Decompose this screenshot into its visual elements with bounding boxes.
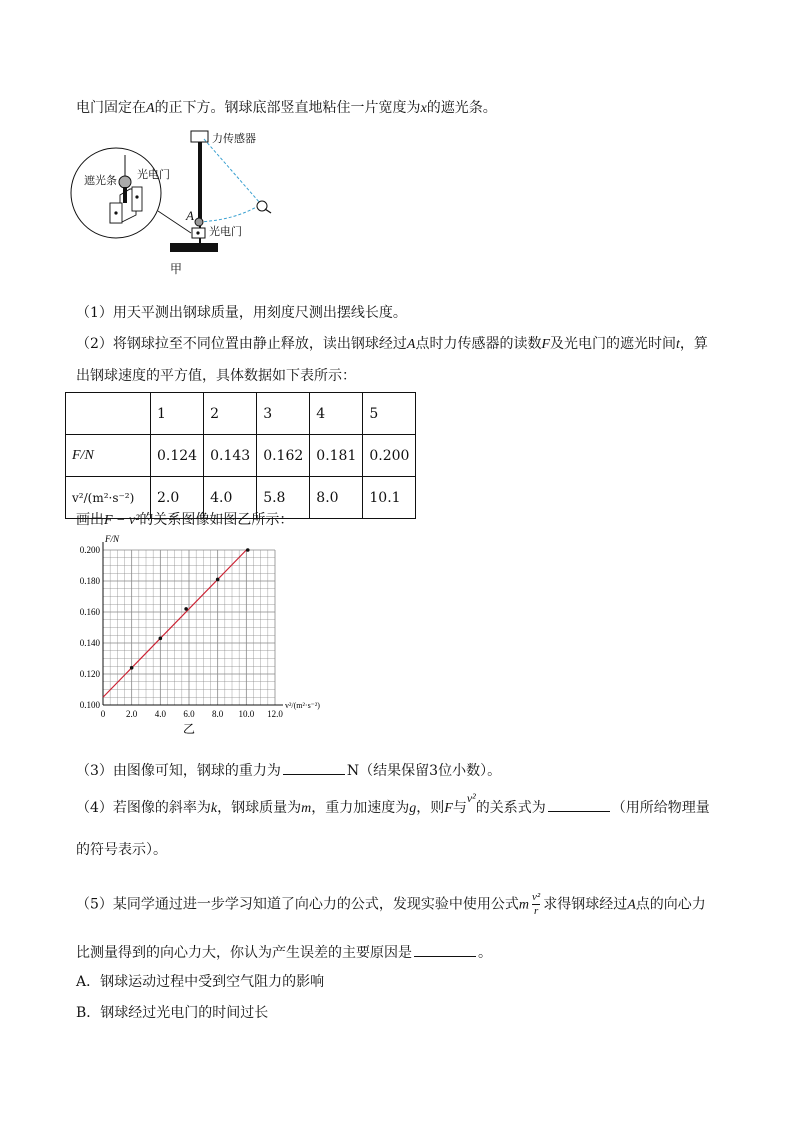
question-text: ，则 xyxy=(416,800,445,816)
question-5-continued xyxy=(76,942,492,963)
question-3 xyxy=(76,760,501,781)
step-2 xyxy=(76,334,708,355)
answer-blank[interactable] xyxy=(548,797,610,812)
y-tick-label: 0.120 xyxy=(79,669,100,679)
question-text: 的关系式为 xyxy=(475,800,546,816)
graph-intro-text: 的关系图像如图乙所示： xyxy=(139,512,294,528)
x-tick-label: 12.0 xyxy=(267,709,283,719)
fraction-denominator: r xyxy=(533,905,539,917)
swing-rope xyxy=(204,139,260,203)
table-cell: 4 xyxy=(310,393,363,435)
table-cell: 1 xyxy=(151,393,204,435)
data-point xyxy=(159,637,163,641)
ball-at-a xyxy=(195,218,203,226)
x-axis-label: v²/(m²·s⁻²) xyxy=(285,701,320,710)
y-tick-label: 0.100 xyxy=(79,700,100,710)
figure-caption: 乙 xyxy=(182,722,196,736)
var-m: m xyxy=(518,897,530,913)
x-tick-label: 8.0 xyxy=(212,709,224,719)
question-text: 点的向心力 xyxy=(635,896,706,913)
shade-strip-label: 遮光条 xyxy=(84,174,117,187)
var-x: x xyxy=(420,101,427,116)
y-tick-label: 0.200 xyxy=(79,545,100,555)
formula: F − v² xyxy=(104,513,140,528)
table-cell: 10.1 xyxy=(363,477,416,519)
answer-blank[interactable] xyxy=(283,760,345,775)
intro-text: 的遮光条。 xyxy=(426,100,497,116)
data-point xyxy=(130,666,134,670)
data-point xyxy=(216,578,220,582)
var-a: A xyxy=(627,897,636,913)
inset-circle xyxy=(71,148,161,238)
question-text: 与 xyxy=(452,800,467,816)
stand-pole xyxy=(198,135,202,225)
var-a: A xyxy=(146,101,155,116)
photogate-label: 光电门 xyxy=(209,225,242,238)
intro-text: 电门固定在 xyxy=(76,100,146,116)
question-text: N（结果保留3位小数）。 xyxy=(346,763,502,779)
var-m: m xyxy=(301,801,312,816)
fraction-numerator: v² xyxy=(532,891,541,903)
step-1: （1）用天平测出钢球质量，用刻度尺测出摆线长度。 xyxy=(76,305,407,321)
table-row xyxy=(66,435,416,477)
question-text: ，钢球质量为 xyxy=(217,800,302,816)
x-tick-label: 10.0 xyxy=(238,709,255,719)
table-cell: 0.181 xyxy=(310,435,363,477)
point-a-label: A xyxy=(186,208,194,223)
question-text: （4）若图像的斜率为 xyxy=(76,800,211,816)
question-text: 。 xyxy=(478,945,492,961)
option-b[interactable]: B．钢球经过光电门的时间过长 xyxy=(76,1005,269,1021)
var-f: F xyxy=(541,337,551,352)
question-text: 比测量得到的向心力大，你认为产生误差的主要原因是 xyxy=(76,945,412,961)
step-2-text: 点时力传感器的读数 xyxy=(415,336,542,352)
photogate-inset-label: 光电门 xyxy=(137,168,170,181)
question-4-continued: 的符号表示）。 xyxy=(76,842,167,858)
table-cell: 0.162 xyxy=(257,435,310,477)
intro-text: 的正下方。钢球底部竖直地粘住一片宽度为 xyxy=(154,100,421,116)
fraction xyxy=(532,891,540,918)
stand-base xyxy=(170,243,218,252)
var-f: F xyxy=(444,801,453,816)
x-tick-label: 4.0 xyxy=(154,709,166,719)
row-label: F/N xyxy=(66,435,151,477)
var-g: g xyxy=(409,801,417,816)
figure-jia-caption: 甲 xyxy=(170,262,183,276)
var-t: t xyxy=(676,337,680,352)
intro-line xyxy=(76,98,497,119)
row-label: v²/(m²·s⁻²) xyxy=(66,477,151,519)
graph-intro xyxy=(76,510,293,531)
question-text: （3）由图像可知，钢球的重力为 xyxy=(76,763,281,779)
apparatus-figure xyxy=(70,125,290,275)
table-cell: 5.8 xyxy=(257,477,310,519)
step-2-text: ，算 xyxy=(679,336,708,352)
swing-arc xyxy=(199,205,260,222)
data-point xyxy=(184,607,188,611)
data-point xyxy=(246,548,250,552)
table-cell: 2.0 xyxy=(151,477,204,519)
var-k: k xyxy=(210,801,218,816)
y-axis-label: F/N xyxy=(105,534,120,544)
table-cell: 3 xyxy=(257,393,310,435)
x-tick-label: 0 xyxy=(100,709,106,719)
question-5 xyxy=(76,891,706,918)
table-cell xyxy=(66,393,151,435)
question-text: （5）某同学通过进一步学习知道了向心力的公式，发现实验中使用公式 xyxy=(76,896,519,913)
x-tick-label: 6.0 xyxy=(183,709,195,719)
step-2-continued: 出钢球速度的平方值，具体数据如下表所示： xyxy=(76,368,356,384)
table-cell: 2 xyxy=(204,393,257,435)
table-cell: 0.200 xyxy=(363,435,416,477)
var-v2: v² xyxy=(466,791,476,805)
table-header-row xyxy=(66,393,416,435)
var-a: A xyxy=(406,337,416,352)
inset-ball xyxy=(119,176,131,188)
f-v2-chart xyxy=(68,532,358,742)
graph-intro-text: 画出 xyxy=(76,512,104,528)
y-tick-label: 0.140 xyxy=(79,638,100,648)
table-cell: 4.0 xyxy=(204,477,257,519)
table-cell: 0.143 xyxy=(204,435,257,477)
y-tick-label: 0.180 xyxy=(79,576,100,586)
question-text: （用所给物理量 xyxy=(611,800,710,816)
force-sensor-label: 力传感器 xyxy=(212,132,256,145)
answer-blank[interactable] xyxy=(414,942,476,957)
step-2-text: （2）将钢球拉至不同位置由静止释放，读出钢球经过 xyxy=(76,336,407,352)
table-cell: 0.124 xyxy=(151,435,204,477)
x-tick-label: 2.0 xyxy=(126,709,138,719)
table-cell: 5 xyxy=(363,393,416,435)
question-4 xyxy=(76,791,710,819)
table-cell: 8.0 xyxy=(310,477,363,519)
option-a[interactable]: A．钢球运动过程中受到空气阻力的影响 xyxy=(76,974,325,990)
question-text: ，重力加速度为 xyxy=(311,800,410,816)
step-2-text: 及光电门的遮光时间 xyxy=(550,336,677,352)
question-text: 求得钢球经过 xyxy=(543,896,628,913)
data-table xyxy=(65,392,416,519)
y-tick-label: 0.160 xyxy=(79,607,100,617)
